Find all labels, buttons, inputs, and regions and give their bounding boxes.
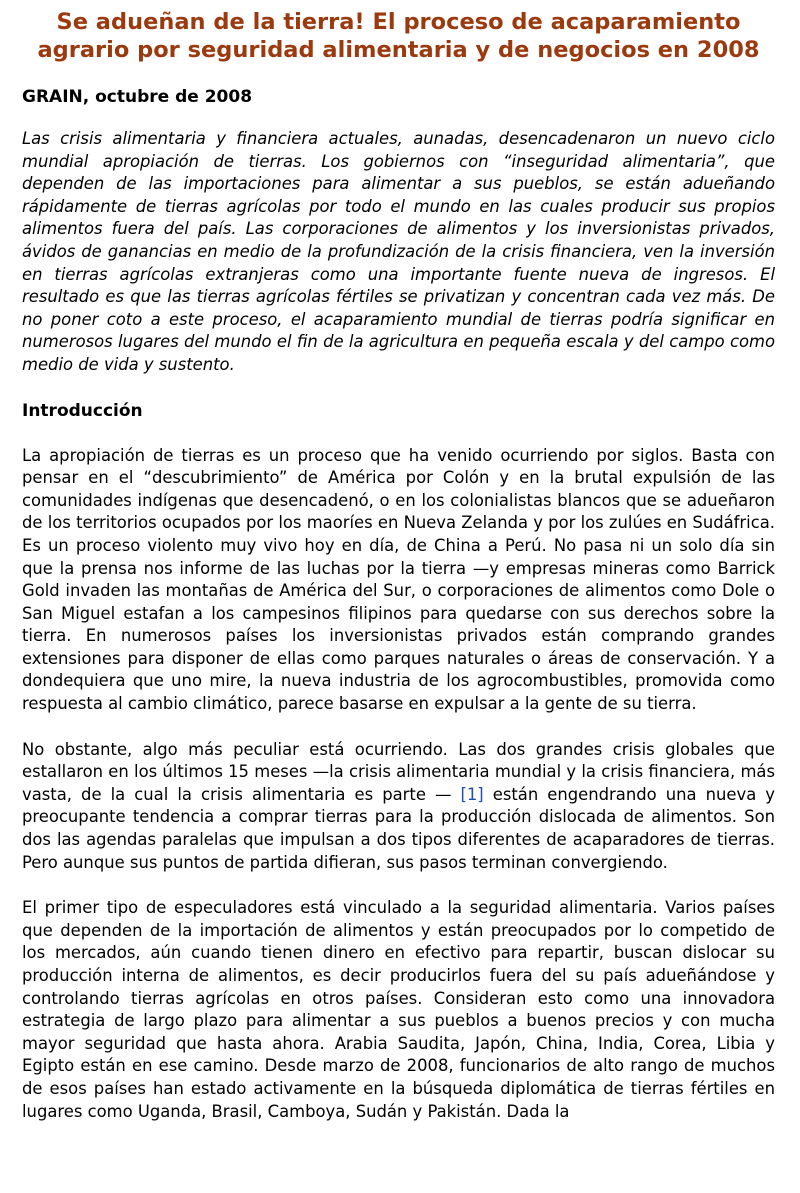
paragraph-2-text-before: No obstante, algo más peculiar está ocurriendo. Las dos grandes crisis globales que estallaron en los últimos 15 meses —la crisis alimentaria mundial y la crisis financiera, más vasta, de la cual la crisis alimentaria es parte —	[22, 739, 775, 804]
abstract-paragraph: Las crisis alimentaria y financiera actuales, aunadas, desencadenaron un nuevo ciclo mundial apropiación de tierras. Los gobiernos con “inseguridad alimentaria”, que dependen de las importaciones para alimentar a sus pueblos, se están adueñando rápidamente de tierras agrícolas por todo el mundo en las cuales producir sus propios alimentos fuera del país. Las corporaciones de alimentos y los inversionistas privados, ávidos de ganancias en medio de la profundización de la crisis financiera, ven la inversión en tierras agrícolas extranjeras como una importante fuente nueva de ingresos. El resultado es que las tierras agrícolas fértiles se privatizan y concentran cada vez más. De no poner coto a este proceso, el acaparamiento mundial de tierras podría significar en numerosos lugares del mundo el fin de la agricultura en pequeña escala y del campo como medio de vida y sustento.	[22, 129, 775, 374]
intro-paragraph-3: El primer tipo de especuladores está vinculado a la seguridad alimentaria. Varios países que dependen de la importación de alimentos y están preocupados por lo competido de los mercados, aún cuando tienen dinero en efectivo para repartir, buscan dislocar su producción interna de alimentos, es decir producirlos fuera del su país adueñándose y controlando tierras agrícolas en otros países. Consideran esto como una innovadora estrategia de largo plazo para alimentar a sus pueblos a buenos precios y con mucha mayor seguridad que hasta ahora. Arabia Saudita, Japón, China, India, Corea, Libia y Egipto están en ese camino. Desde marzo de 2008, funcionarios de alto rango de muchos de esos países han estado activamente en la búsqueda diplomática de tierras fértiles en lugares como Uganda, Brasil, Camboya, Sudán y Pakistán. Dada la	[22, 898, 775, 1121]
intro-paragraph-1: La apropiación de tierras es un proceso que ha venido ocurriendo por siglos. Basta con pensar en el “descubrimiento” de América por Colón y en la brutal expulsión de las comunidades indígenas que desencadenó, o en los colonialistas blancos que se adueñaron de los territorios ocupados por los maoríes en Nueva Zelanda y por los zulúes en Sudáfrica. Es un proceso violento muy vivo hoy en día, de China a Perú. No pasa ni un solo día sin que la prensa nos informe de las luchas por la tierra —y empresas mineras como Barrick Gold invaden las montañas de América del Sur, o corporaciones de alimentos como Dole o San Miguel estafan a los campesinos filipinos para quedarse con sus derechos sobre la tierra. En numerosos países los inversionistas privados están comprando grandes extensiones para disponer de ellas como parques naturales o áreas de conservación. Y a dondequiera que uno mire, la nueva industria de los agrocombustibles, promovida como respuesta al cambio climático, parece basarse en expulsar a la gente de su tierra.	[22, 445, 775, 714]
paragraph-2-text-after: están engendrando una nueva y preocupante tendencia a comprar tierras para la producción dislocada de alimentos. Son dos las agendas paralelas que impulsan a dos tipos diferentes de acaparadores de tierras. Pero aunque sus puntos de partida difieran, sus pasos terminan convergiendo.	[22, 784, 776, 872]
footnote-link-1[interactable]: [1]	[460, 784, 484, 804]
byline: GRAIN, octubre de 2008	[22, 87, 253, 107]
section-heading-introduccion: Introducción	[22, 400, 143, 421]
document-title: Se adueñan de la tierra! El proceso de acaparamiento agrario por seguridad alimentaria y de negocios en 2008	[37, 9, 760, 63]
intro-paragraph-2	[22, 739, 775, 875]
